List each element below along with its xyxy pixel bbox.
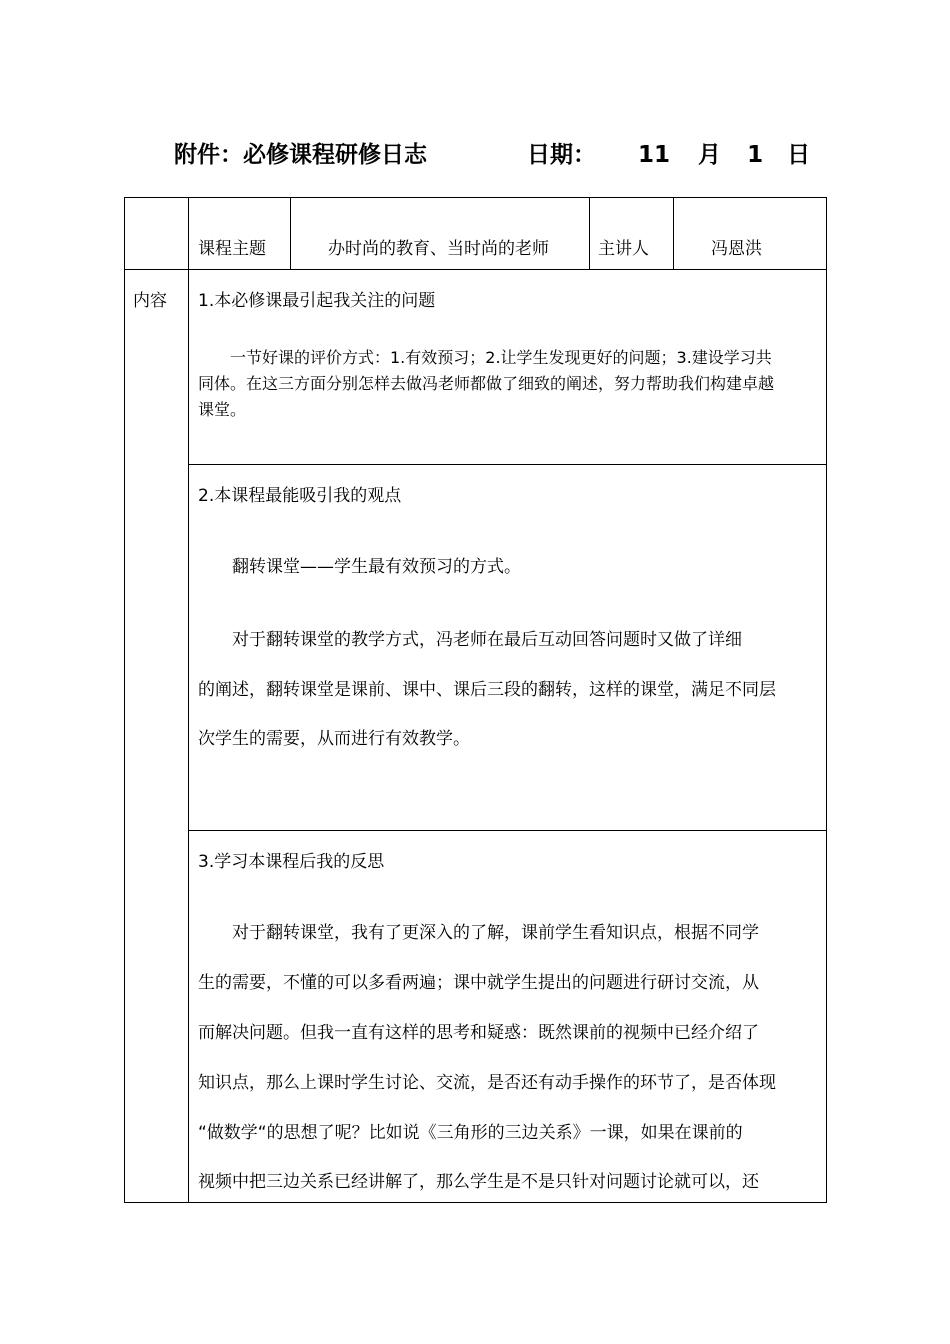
speaker-label: 主讲人 bbox=[598, 239, 649, 259]
topic-label: 课程主题 bbox=[198, 239, 266, 259]
date-label: 日期： bbox=[527, 142, 596, 168]
table-border-bottom bbox=[124, 1202, 827, 1203]
page-title: 附件：必修课程研修日志 bbox=[174, 142, 427, 168]
table-border-sec2 bbox=[188, 830, 827, 831]
table-border-col2 bbox=[290, 197, 291, 270]
table-border-row1 bbox=[124, 269, 827, 270]
section3-line-3: 而解决问题。但我一直有这样的思考和疑惑：既然课前的视频中已经介绍了 bbox=[198, 1023, 759, 1043]
table-border-col4 bbox=[673, 197, 674, 270]
section3-line-5: “做数学“的思想了呢？比如说《三角形的三边关系》一课，如果在课前的 bbox=[198, 1123, 743, 1143]
date-month: 11 bbox=[638, 142, 671, 168]
section1-line-2: 同体。在这三方面分别怎样去做冯老师都做了细致的阐述，努力帮助我们构建卓越 bbox=[198, 374, 775, 393]
section2-line-4: 次学生的需要，从而进行有效教学。 bbox=[198, 729, 470, 749]
section2-heading: 2.本课程最能吸引我的观点 bbox=[198, 486, 402, 506]
section2-line-2: 对于翻转课堂的教学方式，冯老师在最后互动回答问题时又做了详细 bbox=[198, 630, 742, 650]
section3-line-2: 生的需要，不懂的可以多看两遍；课中就学生提出的问题进行研讨交流，从 bbox=[198, 973, 759, 993]
date-day: 1 bbox=[747, 142, 764, 168]
section2-line-1: 翻转课堂——学生最有效预习的方式。 bbox=[198, 557, 521, 577]
date-line bbox=[527, 136, 810, 169]
section3-line-6: 视频中把三边关系已经讲解了，那么学生是不是只针对问题讨论就可以，还 bbox=[198, 1172, 759, 1192]
table-border-right bbox=[826, 197, 827, 1203]
table-border-top bbox=[124, 197, 827, 198]
table-border-left bbox=[124, 197, 125, 1203]
section2-line-3: 的阐述，翻转课堂是课前、课中、课后三段的翻转，这样的课堂，满足不同层 bbox=[198, 680, 776, 700]
section3-heading: 3.学习本课程后我的反思 bbox=[198, 852, 385, 872]
content-label: 内容 bbox=[133, 291, 167, 311]
section1-line-3: 课堂。 bbox=[198, 400, 247, 419]
section3-line-1: 对于翻转课堂，我有了更深入的了解，课前学生看知识点，根据不同学 bbox=[198, 923, 759, 943]
table-border-col3 bbox=[589, 197, 590, 270]
section1-heading: 1.本必修课最引起我关注的问题 bbox=[198, 291, 436, 311]
topic-value: 办时尚的教育、当时尚的老师 bbox=[328, 239, 549, 259]
date-month-label: 月 bbox=[698, 142, 722, 168]
section3-line-4: 知识点，那么上课时学生讨论、交流，是否还有动手操作的环节了，是否体现 bbox=[198, 1073, 776, 1093]
table-border-sec1 bbox=[188, 464, 827, 465]
date-day-label: 日 bbox=[787, 142, 811, 168]
table-border-col1 bbox=[188, 197, 189, 1203]
section1-line-1: 一节好课的评价方式：1.有效预习；2.让学生发现更好的问题；3.建设学习共 bbox=[198, 348, 772, 367]
speaker-value: 冯恩洪 bbox=[711, 239, 762, 259]
